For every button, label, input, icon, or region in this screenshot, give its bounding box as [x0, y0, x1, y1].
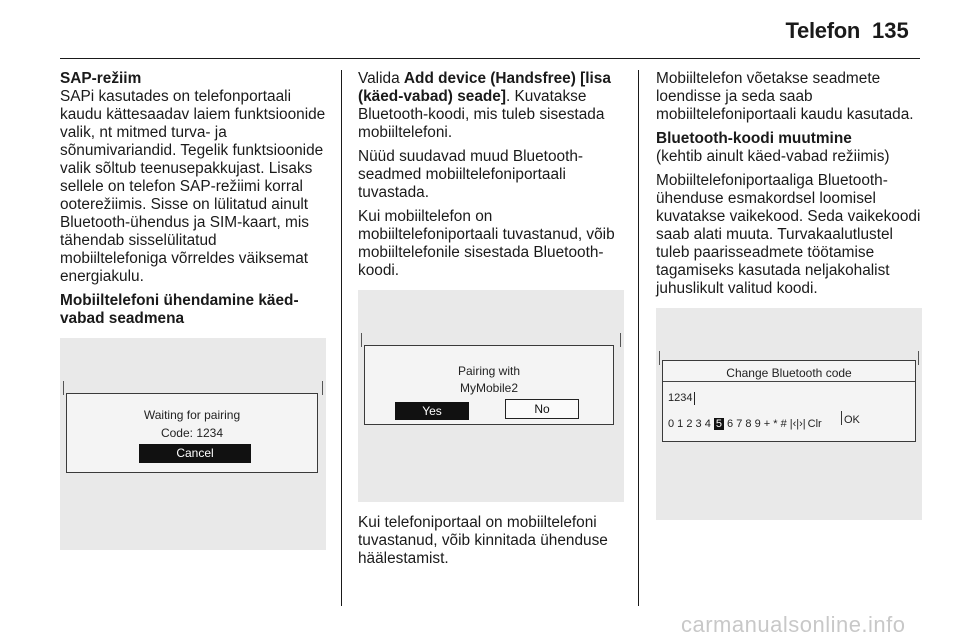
sap-text: SAPi kasutades on telefonportaali kaudu kättesaadav laiem funktsioonide valik, nt mitmed turva- ja sõnumivariandid. Tegelik funktsioonide valik sõltub teenusepakkujast. Lisaks sellele on telefon SAP-režiimi korral ooterežiimis. Sisse on lülitatud ainult Bluetooth-ühendus ja SIM-kaart, mis tähendab sisselülitatud mobiiltelefoniga võrreldes väiksemat energiakulu. [60, 88, 326, 285]
pairing-with-screenshot [358, 290, 624, 502]
cursor-left-icon[interactable]: |‹|›| [789, 418, 806, 430]
pairing-wait-screenshot [60, 338, 326, 550]
keys-before: 0 1 2 3 4 [668, 418, 714, 430]
column-divider-2 [638, 70, 639, 606]
bezel-mark [63, 381, 64, 395]
cancel-button[interactable]: Cancel [139, 444, 251, 463]
change-code-title: Change Bluetooth code [726, 366, 852, 380]
default-code-paragraph: Mobiiltelefoniportaaliga Bluetooth-ühenduse esmakordsel loomisel kuvatakse vaikekood. Seda vaikekoodi saab alati muuta. Turvakaalutlustel tuleb paarisseadmete töötamise tagamiseks kasutada neljakohalist juhuslikult valitud koodi. [656, 172, 921, 297]
change-code-note: (kehtib ainult käed-vabad režiimis) [656, 148, 890, 165]
selected-key[interactable]: 5 [715, 418, 722, 430]
title-rule [663, 381, 915, 382]
watermark: carmanualsonline.info [681, 612, 906, 637]
text-cursor [694, 392, 695, 405]
sap-heading: SAP-režiim [60, 70, 142, 87]
add-device-pre: Valida [358, 70, 404, 87]
enter-code-paragraph: Kui mobiiltelefon on mobiiltelefoniportaali tuvastanud, võib mobiiltelefonile sisestada Bluetooth-koodi. [358, 208, 615, 279]
bezel-mark [918, 351, 919, 365]
display-screen [364, 345, 614, 425]
column-3 [656, 70, 922, 532]
add-device-bold: Add device (Handsfree) [lisa (käed-vabad) seade] [358, 70, 611, 105]
device-name-text: MyMobile2 [459, 381, 519, 395]
add-device-paragraph [358, 70, 624, 142]
code-entry-value: 1234 [668, 392, 693, 404]
connect-heading: Mobiiltelefoni ühendamine käed-vabad seadmena [60, 292, 299, 327]
bezel-mark [361, 333, 362, 347]
clear-key[interactable]: Clr [807, 418, 822, 430]
bezel-mark [659, 351, 660, 365]
waiting-text: Waiting for pairing [143, 408, 241, 422]
pairing-with-text: Pairing with [457, 364, 521, 378]
header-title: Telefon [785, 18, 860, 43]
bezel-mark [620, 333, 621, 347]
yes-button[interactable]: Yes [395, 402, 469, 420]
no-button[interactable]: No [505, 399, 579, 419]
add-device-post: . Kuvatakse Bluetooth-koodi, mis tuleb sisestada mobiiltelefoni. [358, 88, 605, 141]
code-entry[interactable] [668, 389, 695, 407]
bezel-mark [322, 381, 323, 395]
change-code-heading: Bluetooth-koodi muutmine [656, 130, 852, 147]
column-2 [358, 70, 624, 574]
digit-keyboard[interactable] [668, 415, 822, 433]
header-rule [60, 58, 920, 59]
device-list-paragraph: Mobiiltelefon võetakse seadmete loendisse ja seda saab mobiiltelefoniportaali kaudu kasutada. [656, 70, 914, 123]
column-divider-1 [341, 70, 342, 606]
display-screen [66, 393, 318, 473]
change-code-screenshot [656, 308, 922, 520]
confirm-paragraph: Kui telefoniportaal on mobiiltelefoni tuvastanud, võib kinnitada ühenduse häälestamist. [358, 514, 608, 567]
detect-paragraph: Nüüd suudavad muud Bluetooth-seadmed mobiiltelefoniportaali tuvastada. [358, 148, 584, 201]
ok-key[interactable]: OK [841, 411, 860, 425]
keys-after: 6 7 8 9 + * # [724, 418, 790, 430]
display-screen [662, 360, 916, 442]
code-text: Code: 1234 [160, 426, 224, 440]
page-number: 135 [872, 18, 909, 43]
column-1 [60, 70, 326, 562]
